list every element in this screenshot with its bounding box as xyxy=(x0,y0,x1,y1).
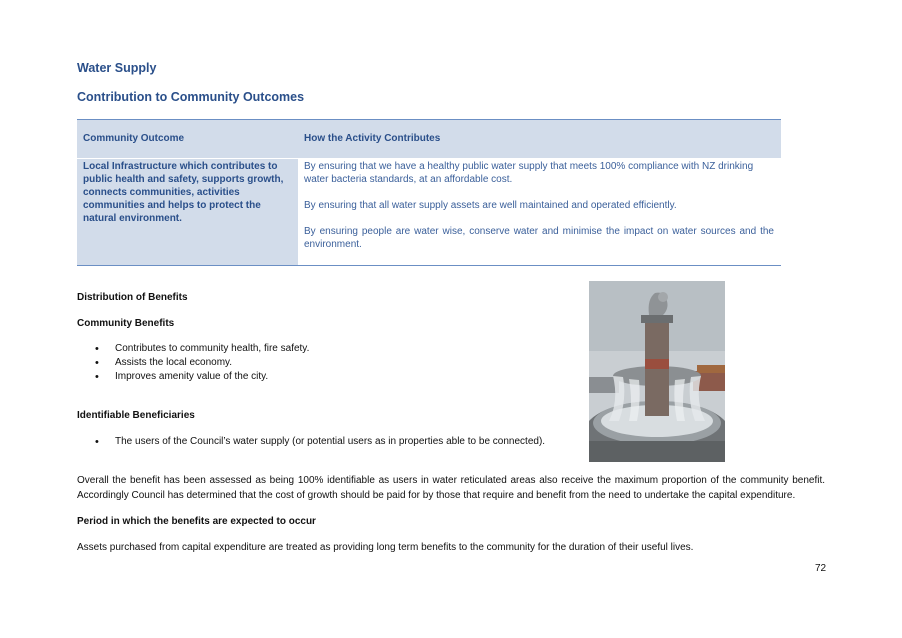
list-item: • Assists the local economy. xyxy=(77,356,527,370)
contribution-item: By ensuring that all water supply assets are well maintained and operated efficiently. xyxy=(304,200,677,211)
community-outcomes-table xyxy=(77,119,781,266)
overall-paragraph-line2: Accordingly Council has determined that the cost of growth should be paid for by those that require and benefit from the need to undertake the capital expenditure. xyxy=(77,490,796,501)
subsection-title: Contribution to Community Outcomes xyxy=(77,90,305,104)
header-divider xyxy=(77,158,781,159)
overall-paragraph-line1: Overall the benefit has been assessed as being 100% identifiable as users in water reticulated areas also receive the maximum proportion of the community benefit. xyxy=(77,475,825,486)
community-outcome-cell: Local Infrastructure which contributes to public health and safety, supports growth, connects communities, activities communities and helps to protect the natural environment. xyxy=(83,161,284,224)
community-benefits-list xyxy=(77,342,527,384)
period-heading: Period in which the benefits are expected to occur xyxy=(77,516,316,527)
contribution-item: By ensuring that we have a healthy public water supply that meets 100% compliance with NZ drinking water bacteria standards, at an affordable cost. xyxy=(304,161,754,185)
list-item: • Contributes to community health, fire safety. xyxy=(77,342,527,356)
column-divider xyxy=(298,158,299,265)
page-number: 72 xyxy=(815,563,827,574)
beneficiaries-heading: Identifiable Beneficiaries xyxy=(77,410,195,421)
beneficiaries-list xyxy=(77,435,577,449)
table-header-outcome: Community Outcome xyxy=(83,133,185,144)
fountain-photo xyxy=(589,281,725,462)
list-item: • Improves amenity value of the city. xyxy=(77,370,527,384)
contribution-item: By ensuring people are water wise, conserve water and minimise the impact on water sources and the environment. xyxy=(304,226,774,250)
list-item: • The users of the Council’s water supply (or potential users as in properties able to be connected). xyxy=(77,435,577,449)
community-benefits-heading: Community Benefits xyxy=(77,318,175,329)
section-title: Water Supply xyxy=(77,61,157,75)
table-header-contrib: How the Activity Contributes xyxy=(304,133,441,144)
period-text: Assets purchased from capital expenditure are treated as providing long term benefits to the community for the duration of their useful lives. xyxy=(77,542,694,553)
distribution-heading: Distribution of Benefits xyxy=(77,292,188,303)
